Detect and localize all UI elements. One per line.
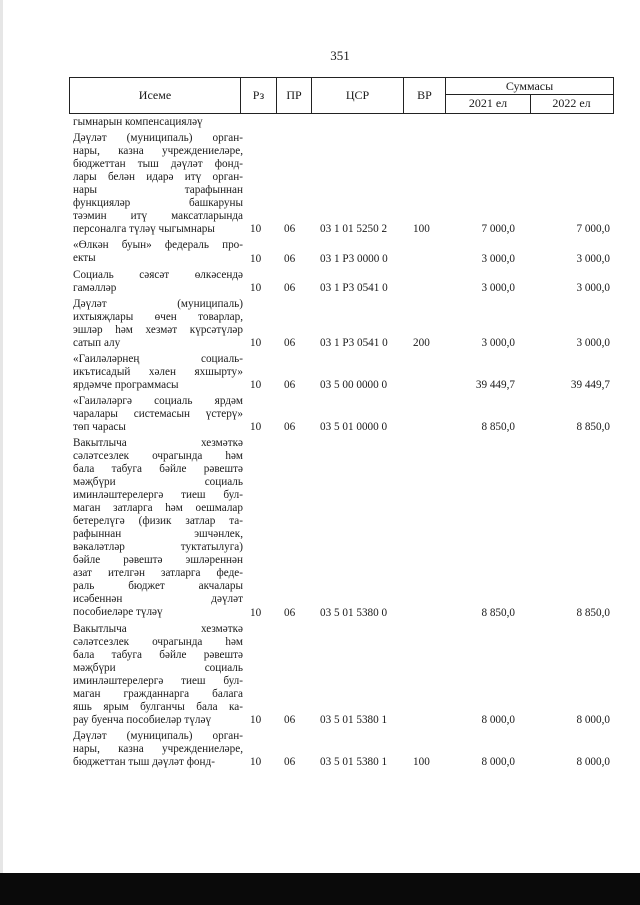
header-name: Исеме: [70, 78, 241, 113]
row-sum-2022: 8 000,0: [576, 714, 610, 727]
scan-bottom-band: [0, 873, 640, 905]
row-rz: 10: [250, 714, 262, 727]
description-line: бетерелүгә (физик затлар та-: [73, 515, 243, 528]
description-line: гымнарын компенсацияләү: [73, 116, 203, 128]
row-vr: 100: [413, 756, 430, 769]
row-pr: 06: [284, 714, 296, 727]
description-line: сәләтсезлек очрагында һәм: [73, 450, 243, 463]
row-vr: 200: [413, 336, 430, 349]
table-row: [0, 269, 640, 295]
description-line: бала табуга бәйле рәвештә: [73, 648, 243, 661]
row-sum-2021: 3 000,0: [481, 336, 515, 349]
description-line: функцияләр башкаруны: [73, 197, 243, 210]
row-pr: 06: [284, 223, 296, 236]
row-rz: 10: [250, 281, 262, 294]
description-line: Дәүләт (муниципаль): [73, 297, 243, 310]
row-description: [73, 298, 243, 350]
row-csr: 03 1 Р3 0000 0: [320, 252, 388, 265]
table-row: [0, 116, 640, 129]
table-row: [0, 353, 640, 392]
row-description: [73, 730, 243, 769]
table-row: [0, 132, 640, 236]
row-csr: 03 5 00 0000 0: [320, 378, 388, 391]
description-line: «Өлкән буын» федераль про-: [73, 239, 243, 252]
row-description: [73, 269, 243, 295]
description-line: сатып алу: [73, 336, 121, 349]
row-sum-2021: 39 449,7: [475, 378, 515, 391]
description-line: «Гаиләләрнең социаль-: [73, 352, 243, 365]
description-line: гамәлләр: [73, 281, 117, 294]
description-line: персоналга түләү чыгымнары: [73, 223, 215, 236]
description-line: эшләр һәм хезмәт күрсәтүләр: [73, 323, 243, 336]
header-rz: Рз: [241, 78, 277, 113]
table-row: [0, 298, 640, 350]
description-line: азат ителгән затларга феде-: [73, 567, 243, 580]
description-line: иминләштерелергә тиеш бул-: [73, 674, 243, 687]
table-row: [0, 437, 640, 620]
row-pr: 06: [284, 378, 296, 391]
header-year-2021: 2021 ел: [446, 94, 531, 113]
description-line: яшь ярым булганчы бала ка-: [73, 700, 243, 713]
row-rz: 10: [250, 378, 262, 391]
row-sum-2022: 8 000,0: [576, 756, 610, 769]
table-row: [0, 623, 640, 727]
row-description: [73, 116, 243, 129]
row-sum-2022: 8 850,0: [576, 421, 610, 434]
row-rz: 10: [250, 252, 262, 265]
description-line: мәҗбүри социаль: [73, 661, 243, 674]
description-line: икътисадый хәлен яхшырту»: [73, 365, 243, 378]
row-sum-2022: 3 000,0: [576, 336, 610, 349]
row-sum-2022: 8 850,0: [576, 606, 610, 619]
description-line: Дәүләт (муниципаль) орган-: [73, 730, 243, 743]
row-pr: 06: [284, 281, 296, 294]
row-csr: 03 1 Р3 0541 0: [320, 336, 388, 349]
description-line: ихтыяҗлары өчен товарлар,: [73, 310, 243, 323]
description-line: бюджеттан тыш дәүләт фонд-: [73, 158, 243, 171]
description-line: бала табуга бәйле рәвештә: [73, 463, 243, 476]
description-line: рафыннан эшчәнлек,: [73, 528, 243, 541]
row-description: [73, 395, 243, 434]
description-line: екты: [73, 252, 96, 265]
description-line: ярдәмче программасы: [73, 378, 179, 391]
row-pr: 06: [284, 421, 296, 434]
table-row: [0, 730, 640, 769]
row-rz: 10: [250, 606, 262, 619]
description-line: Вакытлыча хезмәткә: [73, 437, 243, 450]
description-line: исәбеннән дәүләт: [73, 593, 243, 606]
description-line: иминләштерелергә тиеш бул-: [73, 489, 243, 502]
header-pr: ПР: [277, 78, 312, 113]
description-line: маган гражданнарга балага: [73, 687, 243, 700]
row-description: [73, 623, 243, 727]
row-csr: 03 1 Р3 0541 0: [320, 281, 388, 294]
row-pr: 06: [284, 756, 296, 769]
description-line: сәләтсезлек очрагында һәм: [73, 635, 243, 648]
table-header: [69, 77, 614, 114]
header-year-2022: 2022 ел: [552, 96, 591, 110]
description-line: Дәүләт (муниципаль) орган-: [73, 132, 243, 145]
row-csr: 03 1 01 5250 2: [320, 223, 388, 236]
table-row: [0, 239, 640, 265]
description-line: пособиеләре түләү: [73, 606, 163, 619]
row-description: [73, 132, 243, 236]
row-sum-2021: 8 850,0: [481, 421, 515, 434]
description-line: мәҗбүри социаль: [73, 476, 243, 489]
description-line: рау буенча пособиеләр түләү: [73, 713, 212, 726]
row-sum-2021: 3 000,0: [481, 252, 515, 265]
row-sum-2021: 8 850,0: [481, 606, 515, 619]
row-pr: 06: [284, 252, 296, 265]
row-csr: 03 5 01 5380 1: [320, 756, 388, 769]
row-sum-2021: 7 000,0: [481, 223, 515, 236]
row-pr: 06: [284, 336, 296, 349]
description-line: лары белән идарә итү орган-: [73, 171, 243, 184]
row-description: [73, 437, 243, 619]
row-sum-2021: 8 000,0: [481, 714, 515, 727]
page-number: 351: [330, 48, 350, 63]
row-sum-2022: 39 449,7: [570, 378, 610, 391]
row-csr: 03 5 01 0000 0: [320, 421, 388, 434]
row-sum-2022: 3 000,0: [576, 281, 610, 294]
row-description: [73, 353, 243, 392]
header-vr: ВР: [404, 78, 446, 113]
description-line: Социаль сәясәт өлкәсендә: [73, 268, 243, 281]
description-line: тәэмин итү максатларында: [73, 210, 243, 223]
row-rz: 10: [250, 421, 262, 434]
description-line: вәкаләтләр туктатылуга): [73, 541, 243, 554]
table-row: [0, 395, 640, 434]
description-line: раль бюджет акчалары: [73, 580, 243, 593]
row-sum-2021: 8 000,0: [481, 756, 515, 769]
row-sum-2022: 7 000,0: [576, 223, 610, 236]
row-rz: 10: [250, 756, 262, 769]
description-line: «Гаиләләргә социаль ярдәм: [73, 395, 243, 407]
row-description: [73, 239, 243, 265]
row-rz: 10: [250, 223, 262, 236]
row-sum-2022: 3 000,0: [576, 252, 610, 265]
description-line: нары, казна учреждениеләре,: [73, 743, 243, 756]
row-pr: 06: [284, 606, 296, 619]
row-sum-2021: 3 000,0: [481, 281, 515, 294]
header-csr: ЦСР: [312, 78, 404, 113]
row-rz: 10: [250, 336, 262, 349]
description-line: чаралары системасын үстерү»: [73, 408, 243, 420]
header-sums: Суммасы: [446, 78, 613, 95]
description-line: маган затларга һәм оешмалар: [73, 502, 243, 515]
description-line: төп чарасы: [73, 421, 126, 433]
row-csr: 03 5 01 5380 0: [320, 606, 388, 619]
row-vr: 100: [413, 223, 430, 236]
description-line: бюджеттан тыш дәүләт фонд-: [73, 756, 215, 769]
description-line: нары, казна учреждениеләре,: [73, 145, 243, 158]
description-line: нары тарафыннан: [73, 184, 243, 197]
description-line: Вакытлыча хезмәткә: [73, 622, 243, 635]
row-csr: 03 5 01 5380 1: [320, 714, 388, 727]
description-line: бәйле рәвештә эшләреннән: [73, 554, 243, 567]
